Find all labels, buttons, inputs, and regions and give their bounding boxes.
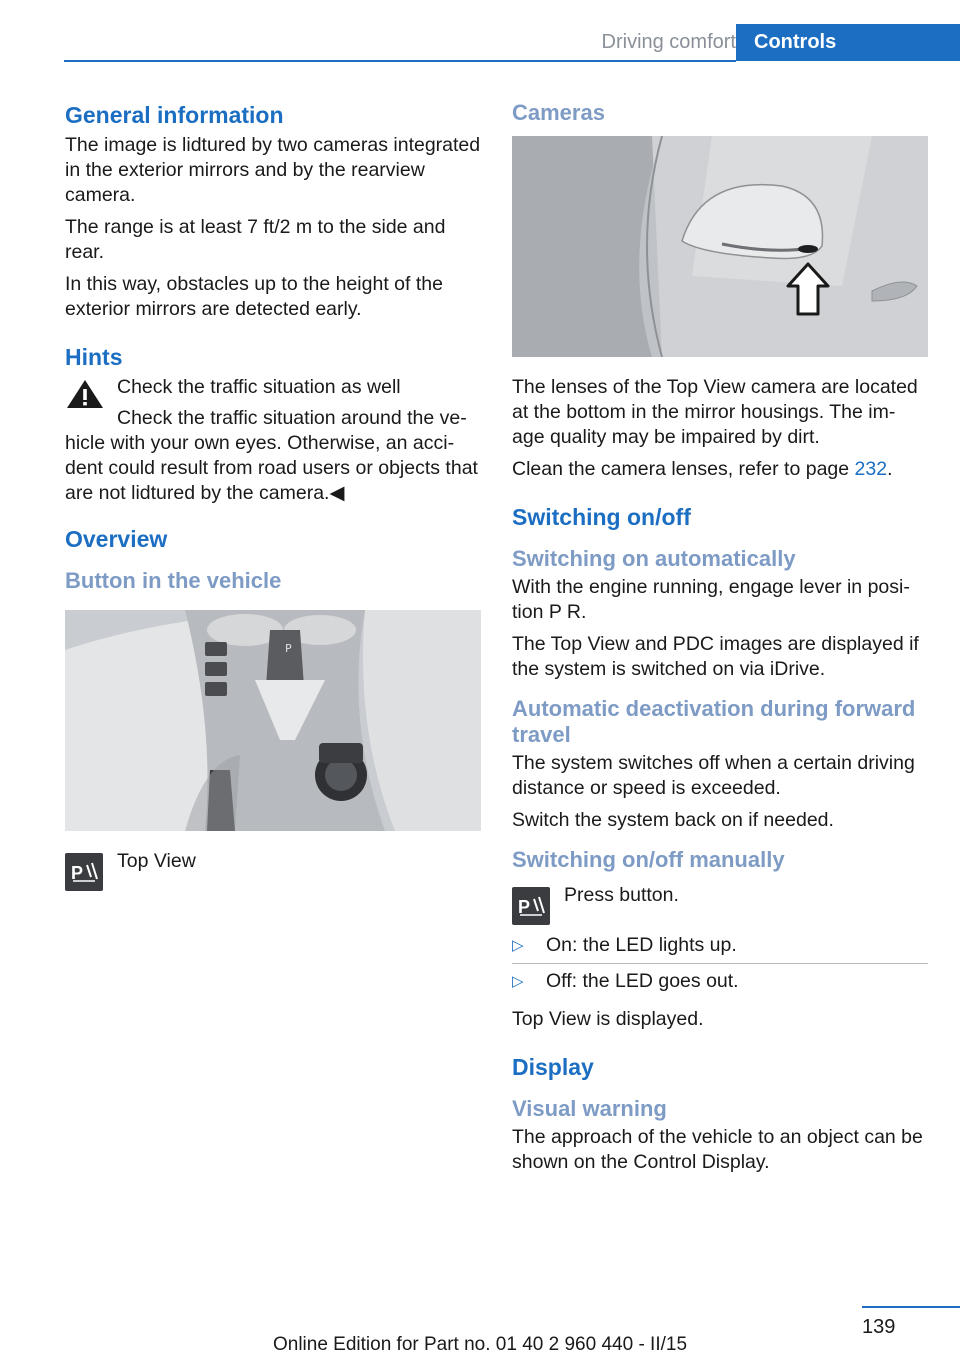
automatic-deactivation-heading: Automatic deactivation during forward travel [512,696,916,747]
press-button-text: Press button. [564,884,679,906]
general-paragraph-1: The image is lidtured by two cameras integrated in the exterior mirrors and by the rearview camera. [65,134,481,206]
header-chapter-tab: Controls [736,24,960,61]
warning-text-line-1: Check the traffic situation around the ve‐ [117,407,467,429]
svg-text:P: P [518,897,531,917]
auto-off-paragraph-1: The system switches off when a certain driving distance or speed is exceeded. [512,752,915,799]
page-number: 139 [862,1316,896,1338]
switching-heading: Switching on/off [512,504,691,530]
list-item: ▷ On: the LED lights up. [512,933,928,964]
right-column [512,100,928,1182]
list-item: ▷ Off: the LED goes out. [512,969,928,999]
switching-on-automatically-heading: Switching on automatically [512,546,796,571]
top-view-button-row [65,849,481,889]
hints-heading: Hints [65,344,123,370]
warning-text-continued: hicle with your own eyes. Otherwise, an acci‐ dent could result from road users or objects that are not lidtured by the camera.◀ [65,432,478,504]
cameras-p2-suffix: . [887,458,893,480]
manual-result-text: Top View is displayed. [512,1008,704,1030]
visual-warning-paragraph: The approach of the vehicle to an object can be shown on the Control Display. [512,1126,923,1173]
center-console-photo [65,610,481,831]
auto-on-paragraph-1: With the engine running, engage lever in posi‐ tion P R. [512,576,910,623]
top-view-button-icon [65,853,103,891]
cameras-heading: Cameras [512,100,605,125]
warning-block [65,375,481,431]
edition-footer: Online Edition for Part no. 01 40 2 960 440 - II/15 [272,1334,688,1355]
warning-triangle-icon [65,377,105,411]
switching-manually-heading: Switching on/off manually [512,847,785,872]
header-rule [64,60,736,62]
general-paragraph-2: The range is at least 7 ft/2 m to the side and rear. [65,216,446,263]
warning-title: Check the traffic situation as well [117,376,401,398]
svg-text:P: P [71,863,84,883]
exterior-mirror-photo [512,136,928,357]
display-heading: Display [512,1054,594,1080]
visual-warning-heading: Visual warning [512,1096,667,1121]
top-view-button-icon [512,887,550,925]
page-reference-link[interactable]: 232 [854,458,888,480]
cameras-p2-prefix: Clean the camera lenses, refer to page [512,458,855,480]
general-information-heading: General information [65,102,284,128]
auto-off-paragraph-2: Switch the system back on if needed. [512,809,834,831]
cameras-paragraph-1: The lenses of the Top View camera are located at the bottom in the mirror housings. The im‐ age quality may be impaired by dirt. [512,376,918,448]
header-section: Driving comfort [601,31,736,53]
button-in-vehicle-heading: Button in the vehicle [65,568,282,593]
manual-button-row [512,883,928,923]
cameras-paragraph-2 [512,457,928,482]
top-view-button-label: Top View [117,850,196,872]
svg-text:P: P [285,642,292,655]
auto-on-paragraph-2: The Top View and PDC images are displayed if the system is switched on via iDrive. [512,633,919,680]
led-status-list [512,933,928,999]
left-column [65,100,481,899]
general-paragraph-3: In this way, obstacles up to the height of the exterior mirrors are detected early. [65,273,443,320]
footer-rule [862,1306,960,1308]
overview-heading: Overview [65,526,168,552]
